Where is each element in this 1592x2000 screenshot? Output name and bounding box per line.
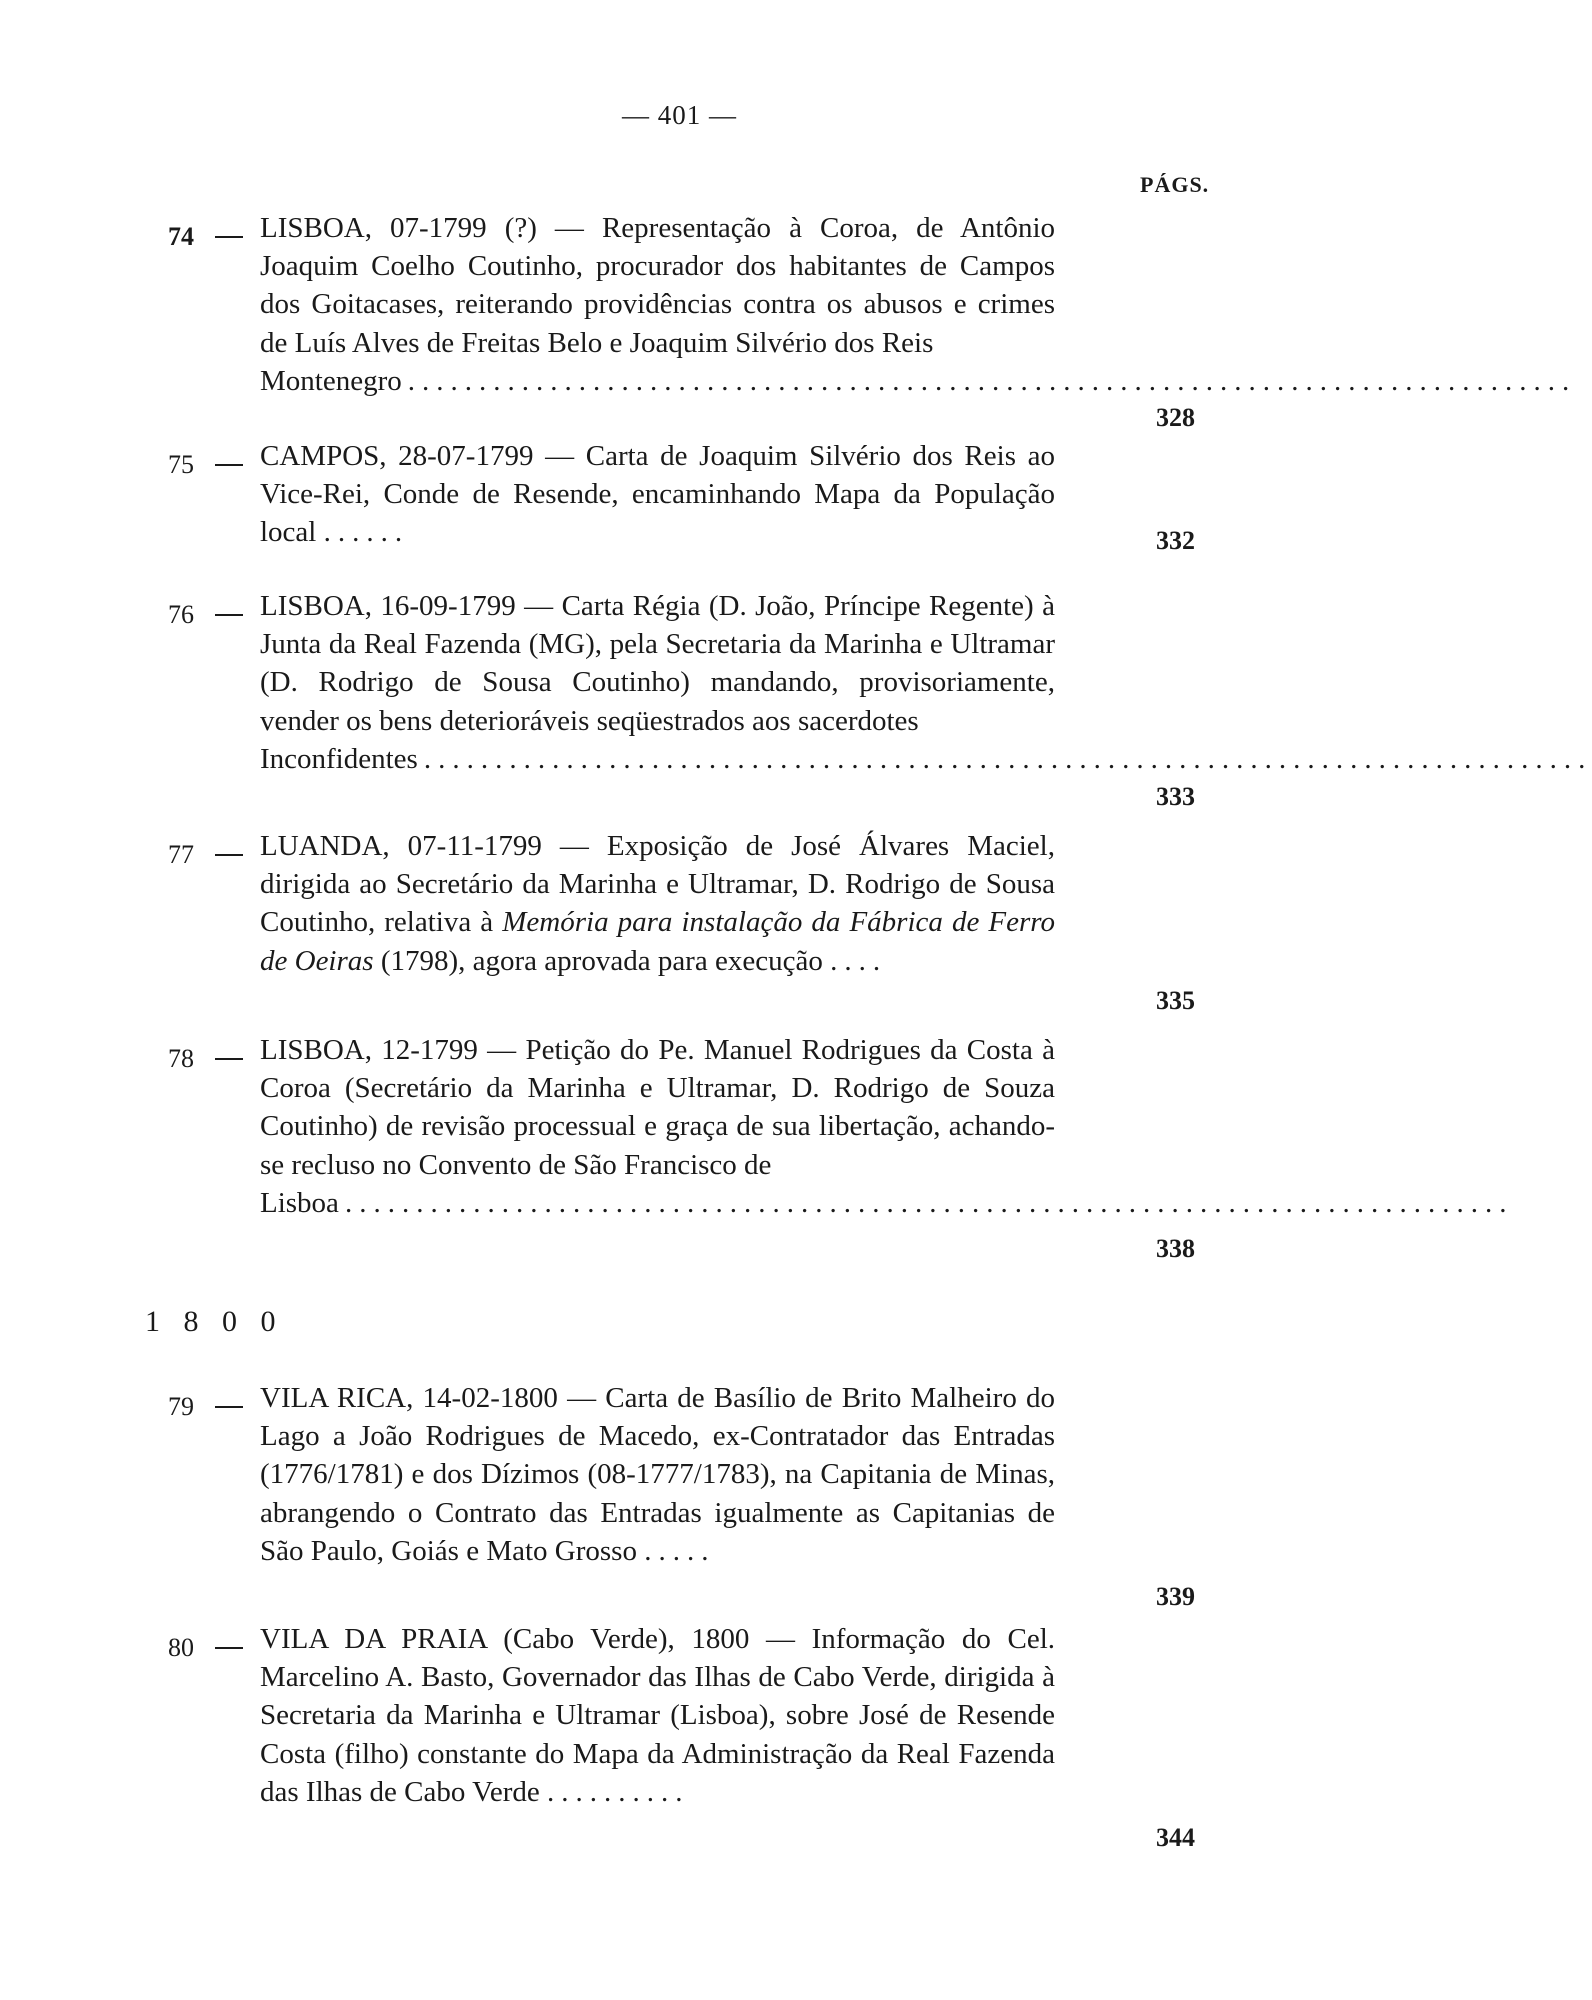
entry-number: 75 (168, 450, 194, 479)
entry-text-end: Lisboa (260, 1186, 339, 1219)
entry-text: Carta de Basílio de Brito Malheiro do Lago a João Rodrigues de Macedo, ex-Contratador das Entradas (1776/1781) e dos Dízimos (08-1777/1783), na Capitania de Minas, abrangendo o Contrato das Entradas igualmente as Capitanias de São Paulo, Goiás e Mato Grosso (260, 1382, 1056, 1567)
entry-text: Representação à Coroa, de Antônio Joaquim Coelho Coutinho, procurador dos habitantes de Campos dos Goitacases, reiterando providências contra os abusos e crimes de Luís Alves de Freitas Belo e Joaquim Silvério dos Reis (260, 212, 1055, 359)
entry-text-end: Montenegro (260, 364, 402, 397)
leader-dots: ...... (323, 516, 410, 549)
dash-divider (215, 614, 243, 616)
entry-number: 78 (168, 1044, 194, 1073)
dash-divider (215, 854, 243, 856)
entry-description: VILA DA PRAIA (Cabo Verde), 1800 — Informação do Cel. Marcelino A. Basto, Governador das Ilhas de Cabo Verde, dirigida à Secretaria da Marinha e Ultramar (Lisboa), sobre José de Resende Costa (filho) constante do Mapa da Administração da Real Fazenda das Ilhas de Cabo Verde .......... (260, 1623, 1055, 1808)
entry-text-end: Inconfidentes (260, 742, 418, 775)
entry-text: Informação do Cel. Marcelino A. Basto, Governador das Ilhas de Cabo Verde, dirigida à Secretaria da Marinha e Ultramar (Lisboa), sobre José de Resende Costa (filho) constante do Mapa da Administração da Real Fazenda das Ilhas de Cabo Verde (260, 1623, 1055, 1808)
entry-text: Carta de Joaquim Silvério dos Reis ao Vice-Rei, Conde de Resende, encaminhando Mapa da População local (260, 440, 1055, 549)
entry-description: LISBOA, 16-09-1799 — Carta Régia (D. João, Príncipe Regente) à Junta da Real Fazenda (MG), pela Secretaria da Marinha e Ultramar (D. Rodrigo de Sousa Coutinho) mandando, provisoriamente, vender os bens deterioráveis seqüestrados aos sacerdotes Inconfidentes .................................................................................. (260, 587, 1055, 778)
entry-description: VILA RICA, 14-02-1800 — Carta de Basílio de Brito Malheiro do Lago a João Rodrigues de Macedo, ex-Contratador das Entradas (1776/1781) e dos Dízimos (08-1777/1783), na Capitania de Minas, abrangendo o Contrato das Entradas igualmente as Capitanias de São Paulo, Goiás e Mato Grosso ..... (260, 1382, 1056, 1567)
leader-dots: .................................................................................. (407, 364, 1577, 397)
entry-description: CAMPOS, 28-07-1799 — Carta de Joaquim Silvério dos Reis ao Vice-Rei, Conde de Resende, encaminhando Mapa da População local ...... (260, 440, 1055, 549)
entry-page: 344 (1156, 1823, 1195, 1852)
year-heading: 1 8 0 0 (145, 1305, 284, 1338)
pages-column-header: PÁGS. (1140, 172, 1210, 197)
dash-divider (215, 1647, 243, 1649)
entry-number: 79 (168, 1392, 194, 1421)
entry-title: VILA DA PRAIA (Cabo Verde), 1800 (260, 1623, 750, 1655)
entry-text: Exposição de José Álvares Maciel, dirigida ao Secretário da Marinha e Ultramar, D. Rodrigo de Sousa Coutinho, relativa à (260, 830, 1055, 939)
leader-dots: .......... (546, 1775, 690, 1808)
entry-title: LISBOA, 12-1799 (260, 1034, 478, 1066)
entry-page: 332 (1156, 526, 1195, 555)
entry-last-line (260, 362, 1577, 400)
entry-page: 335 (1156, 986, 1195, 1015)
entry-description: LISBOA, 07-1799 (?) — Representação à Coroa, de Antônio Joaquim Coelho Coutinho, procurador dos habitantes de Campos dos Goitacases, reiterando providências contra os abusos e crimes de Luís Alves de Freitas Belo e Joaquim Silvério dos Reis Montenegro .................................................................................. (260, 209, 1055, 400)
entry-page: 339 (1156, 1582, 1195, 1611)
entry-number: 74 (168, 222, 194, 251)
entry-text: Petição do Pe. Manuel Rodrigues da Costa à Coroa (Secretário da Marinha e Ultramar, D. Rodrigo de Souza Coutinho) de revisão processual e graça de sua libertação, achando-se recluso no Convento de São Francisco de (260, 1034, 1055, 1181)
entry-title: LUANDA, 07-11-1799 (260, 830, 542, 862)
dash-divider (215, 1058, 243, 1060)
entry-title: VILA RICA, 14-02-1800 (260, 1382, 558, 1414)
entry-last-line (260, 1184, 1514, 1222)
entry-number: 76 (168, 600, 194, 629)
page-number: — 401 — (622, 100, 737, 130)
entry-text: Carta Régia (D. João, Príncipe Regente) à Junta da Real Fazenda (MG), pela Secretaria da Marinha e Ultramar (D. Rodrigo de Sousa Coutinho) mandando, provisoriamente, vender os bens deterioráveis seqüestrados aos sacerdotes (260, 590, 1056, 737)
leader-dots: .................................................................................. (423, 742, 1592, 775)
entry-description: LISBOA, 12-1799 — Petição do Pe. Manuel Rodrigues da Costa à Coroa (Secretário da Marinha e Ultramar, D. Rodrigo de Souza Coutinho) de revisão processual e graça de sua libertação, achando-se recluso no Convento de São Francisco de Lisboa .................................................................................. (260, 1031, 1055, 1222)
entry-title: LISBOA, 16-09-1799 (260, 590, 516, 622)
entry-title: CAMPOS, 28-07-1799 (260, 440, 534, 472)
dash-divider (215, 236, 243, 238)
leader-dots: .................................................................................. (344, 1186, 1514, 1219)
entry-number: 80 (168, 1633, 194, 1662)
leader-dots: .... (830, 944, 888, 977)
entry-italic-title: Memória para instalação da Fábrica de Ferro de Oeiras (260, 906, 1055, 977)
entry-title: LISBOA, 07-1799 (?) (260, 212, 537, 244)
entry-description: LUANDA, 07-11-1799 — Exposição de José Álvares Maciel, dirigida ao Secretário da Marinha e Ultramar, D. Rodrigo de Sousa Coutinho, relativa à Memória para instalação da Fábrica de Ferro de Oeiras (1798), agora aprovada para execução .... (260, 830, 1055, 977)
entry-page: 338 (1156, 1234, 1195, 1263)
dash-divider (215, 464, 243, 466)
entry-number: 77 (168, 840, 194, 869)
entry-page: 328 (1156, 403, 1195, 432)
entry-text-end: (1798), agora aprovada para execução (380, 944, 823, 977)
dash-divider (215, 1406, 243, 1408)
leader-dots: ..... (644, 1534, 716, 1567)
entry-last-line (260, 740, 1592, 778)
entry-page: 333 (1156, 782, 1195, 811)
